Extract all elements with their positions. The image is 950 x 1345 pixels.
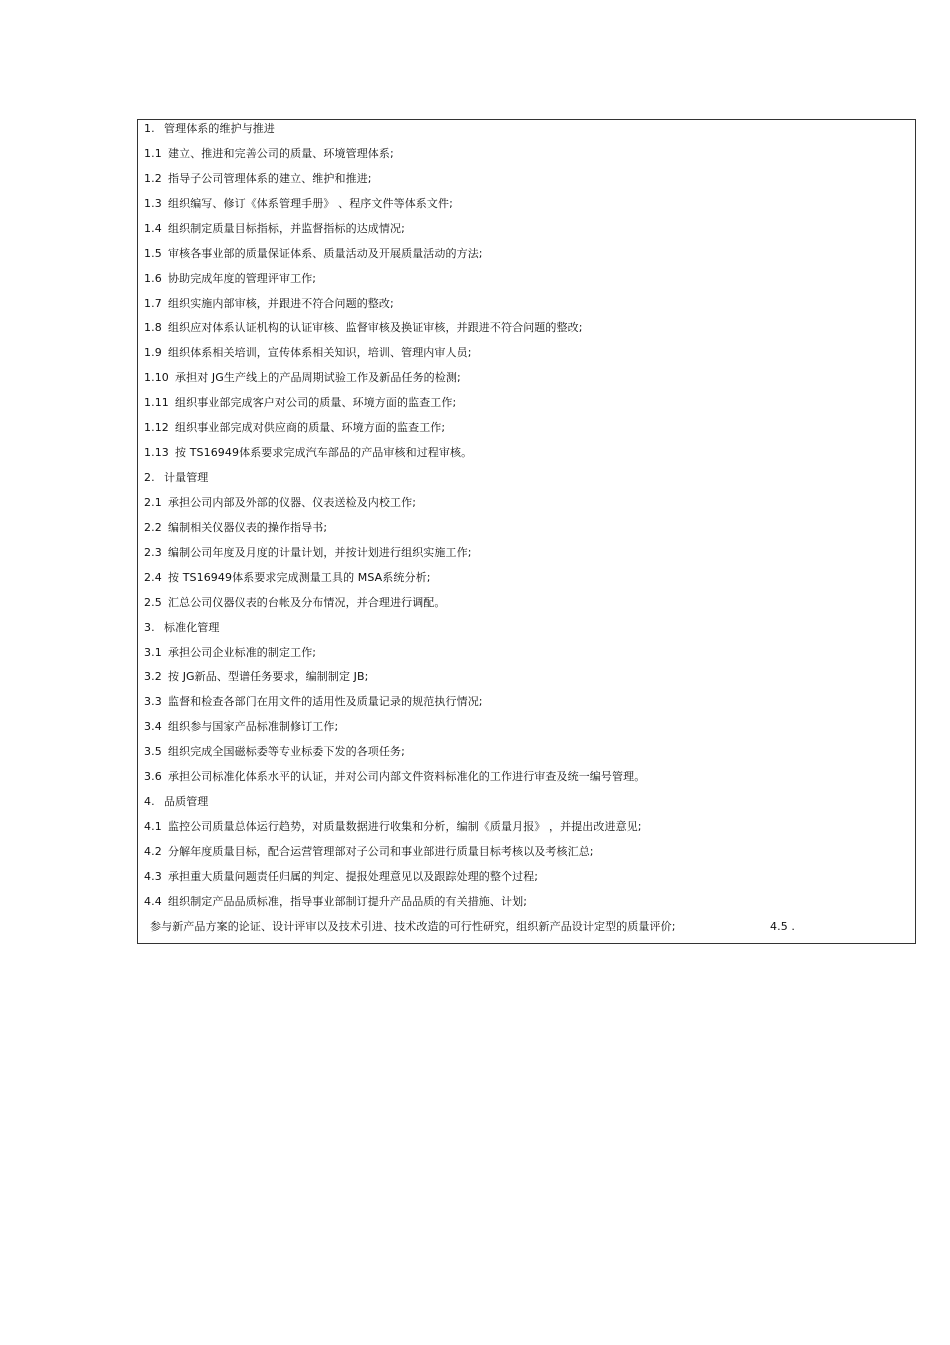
section-number: 1. [144,122,155,135]
item-number: 3.4 [144,720,162,734]
item-number: 1.12 [144,421,169,435]
list-item [144,367,909,389]
list-item [144,666,909,688]
list-item [144,716,909,738]
item-number: 3.5 [144,745,162,759]
list-item [144,791,909,813]
item-text: 组织完成全国磁标委等专业标委下发的各项任务; [168,745,405,759]
item-number: 1.3 [144,196,162,210]
item-number: 3.6 [144,770,162,784]
item-text: 组织事业部完成客户对公司的质量、环境方面的监查工作; [175,396,457,410]
list-item [144,492,909,514]
list-item [144,243,909,265]
section-title: 管理体系的维护与推进 [164,122,275,135]
item-number: 3.3 [144,695,162,709]
list-item [144,766,909,788]
item-text: 汇总公司仪器仪表的台帐及分布情况，并合理进行调配。 [168,595,446,609]
item-text: 按 JG新品、型谱任务要求，编制制定 JB; [168,670,369,684]
item-text: 组织事业部完成对供应商的质量、环境方面的监查工作; [175,421,446,435]
section-title: 计量管理 [164,471,209,485]
item-number: 4.1 [144,820,162,834]
item-number: 1.7 [144,296,162,310]
list-item [144,168,909,190]
item-text: 承担公司标准化体系水平的认证，并对公司内部文件资料标准化的工作进行审查及统一编号管理。 [168,770,646,784]
item-text: 承担公司企业标准的制定工作; [168,645,317,659]
item-text: 审核各事业部的质量保证体系、质量活动及开展质量活动的方法; [168,246,483,260]
item-number: 2.1 [144,495,162,509]
item-number: 1.9 [144,346,162,360]
list-item [144,642,909,664]
list-item [144,392,909,414]
list-item [144,542,909,564]
list-item [144,268,909,290]
item-number: 4.5 . [770,919,795,933]
item-text: 承担对 JG生产线上的产品周期试验工作及新品任务的检测; [175,371,461,385]
list-item-last [144,916,909,938]
item-number: 1.13 [144,446,169,460]
list-item [144,741,909,763]
list-item [144,293,909,315]
list-item [144,841,909,863]
list-item [144,891,909,913]
item-text: 编制公司年度及月度的计量计划，并按计划进行组织实施工作; [168,545,472,559]
item-text: 编制相关仪器仪表的操作指导书; [168,520,328,534]
item-number: 1.2 [144,171,162,185]
section-title: 标准化管理 [164,620,220,634]
item-text: 协助完成年度的管理评审工作; [168,271,317,285]
item-text: 指导子公司管理体系的建立、维护和推进; [168,171,372,185]
item-number: 4.2 [144,844,162,858]
item-text: 监控公司质量总体运行趋势，对质量数据进行收集和分析，编制《质量月报》 ，并提出改进意见; [168,820,642,834]
item-text: 按 TS16949体系要求完成测量工具的 MSA系统分析; [168,570,431,584]
item-text: 组织参与国家产品标准制修订工作; [168,720,339,734]
list-item [144,317,909,339]
item-text: 建立、推进和完善公司的质量、环境管理体系; [168,146,394,160]
list-item [144,691,909,713]
list-item [144,193,909,215]
item-number: 1.6 [144,271,162,285]
item-text: 组织体系相关培训，宣传体系相关知识，培训、管理内审人员; [168,346,472,360]
item-number: 2.4 [144,570,162,584]
item-text: 组织实施内部审核，并跟进不符合问题的整改; [168,296,394,310]
list-item [144,517,909,539]
list-item [144,417,909,439]
item-text: 分解年度质量目标，配合运营管理部对子公司和事业部进行质量目标考核以及考核汇总; [168,844,594,858]
section-number: 2. [144,471,155,485]
item-number: 4.3 [144,869,162,883]
list-item [144,143,909,165]
item-text: 组织应对体系认证机构的认证审核、监督审核及换证审核，并跟进不符合问题的整改; [168,321,583,335]
section-title: 品质管理 [164,795,209,809]
item-number: 1.11 [144,396,169,410]
item-text: 组织制定质量目标指标，并监督指标的达成情况; [168,221,405,235]
list-item [144,218,909,240]
item-number: 2.3 [144,545,162,559]
item-number: 3.2 [144,670,162,684]
list-item [144,467,909,489]
item-number: 1.4 [144,221,162,235]
list-item [144,442,909,464]
item-text: 按 TS16949体系要求完成汽车部品的产品审核和过程审核。 [175,446,473,460]
section-number: 3. [144,620,155,634]
item-text: 承担公司内部及外部的仪器、仪表送检及内校工作; [168,495,417,509]
item-number: 1.10 [144,371,169,385]
duties-table [137,119,916,944]
item-number: 1.5 [144,246,162,260]
list-item [144,617,909,639]
item-number: 2.2 [144,520,162,534]
list-item [144,866,909,888]
list-item [144,567,909,589]
list-item [144,342,909,364]
list-item [144,816,909,838]
list-item [144,118,909,140]
item-number: 4.4 [144,894,162,908]
list-item [144,592,909,614]
item-number: 1.1 [144,146,162,160]
item-text: 监督和检查各部门在用文件的适用性及质量记录的规范执行情况; [168,695,483,709]
item-number: 3.1 [144,645,162,659]
item-text: 组织制定产品品质标准，指导事业部制订提升产品品质的有关措施、计划; [168,894,528,908]
section-number: 4. [144,795,155,809]
item-text: 承担重大质量问题责任归属的判定、提报处理意见以及跟踪处理的整个过程; [168,869,539,883]
item-number: 2.5 [144,595,162,609]
item-number: 1.8 [144,321,162,335]
item-text: 组织编写、修订《体系管理手册》 、程序文件等体系文件; [168,196,453,210]
item-text: 参与新产品方案的论证、设计评审以及技术引进、技术改造的可行性研究，组织新产品设计定型的质量评价; [150,919,676,933]
